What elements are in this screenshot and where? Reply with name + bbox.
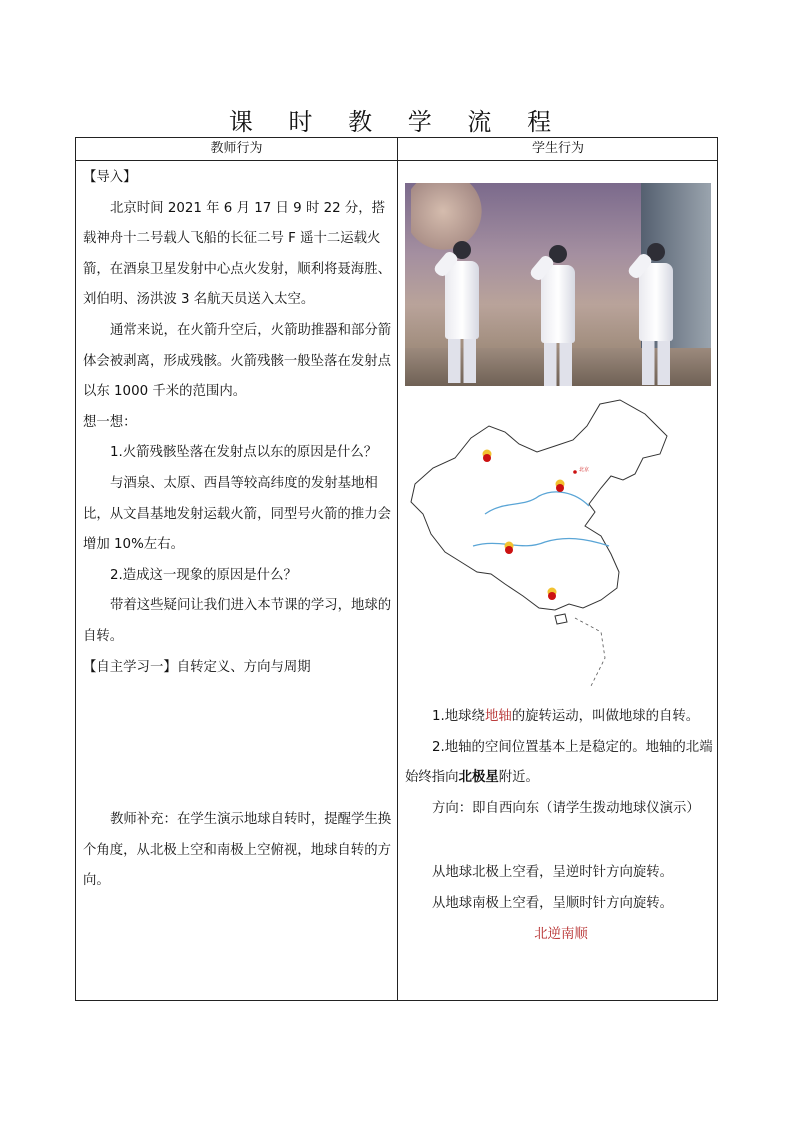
launch-base-paragraph: 与酒泉、太原、西昌等较高纬度的发射基地相比，从文昌基地发射运载火箭，同型号火箭的推力会增加 10%左右。 xyxy=(83,475,391,553)
beijing-marker xyxy=(573,466,589,474)
launch-site-taiyuan xyxy=(556,480,565,493)
south-pole-view: 从地球南极上空看，呈顺时针方向旋转。 xyxy=(432,895,674,911)
astronaut-figure xyxy=(445,241,479,383)
self-study-title: 自转定义、方向与周期 xyxy=(176,659,311,675)
astronauts-photo xyxy=(405,183,711,386)
debris-paragraph: 通常来说，在火箭升空后，火箭助推器和部分箭体会被剥离，形成残骸。火箭残骸一般坠落在发射点以东 1000 千米的范围内。 xyxy=(83,322,392,400)
summary-phrase: 北逆南顺 xyxy=(534,926,588,942)
question-2: 2.造成这一现象的原因是什么？ xyxy=(110,567,297,583)
header-teacher: 教师行为 xyxy=(210,141,263,156)
launch-site-xichang xyxy=(505,542,514,555)
transition-paragraph: 带着这些疑问让我们进入本节课的学习，地球的自转。 xyxy=(83,598,392,644)
self-study-heading xyxy=(83,653,395,684)
launch-site-jiuquan xyxy=(483,450,492,463)
student-column xyxy=(405,702,717,950)
map-outline xyxy=(411,400,667,610)
teacher-supplement: 教师补充：在学生演示地球自转时，提醒学生换个角度，从北极上空和南极上空俯视，地球自转的方向。 xyxy=(83,812,392,889)
lesson-flow-table xyxy=(75,137,718,1001)
sea-border xyxy=(575,618,605,686)
spacer xyxy=(405,824,717,858)
question-1: 1.火箭残骸坠落在发射点以东的原因是什么？ xyxy=(110,445,378,461)
intro-paragraph: 北京时间 2021 年 6 月 17 日 9 时 22 分，搭载神舟十二号载人飞船的长征二号 F 遥十二运载火箭，在酒泉卫星发射中心点火发射，顺利将聂海胜、刘伯明、汤洪波 3 名航天员送入太空。 xyxy=(83,200,391,308)
china-launch-sites-map xyxy=(405,396,711,696)
north-pole-view: 从地球北极上空看，呈逆时针方向旋转。 xyxy=(432,865,674,881)
astronaut-figure xyxy=(541,245,575,386)
spacer xyxy=(83,683,395,805)
yellow-river xyxy=(485,492,589,514)
launch-site-wenchang xyxy=(548,588,557,601)
self-study-label: 【自主学习一】 xyxy=(83,659,177,675)
rotation-direction: 方向：即自西向东（请学生拨动地球仪演示） xyxy=(432,800,700,816)
header-student: 学生行为 xyxy=(531,141,584,156)
think-label: 想一想： xyxy=(83,414,137,430)
column-divider xyxy=(397,138,398,1000)
astronaut-figure xyxy=(639,243,673,385)
beijing-label: 北京 xyxy=(579,467,590,473)
intro-heading: 【导入】 xyxy=(83,170,137,185)
rotation-definition: 1.地球绕地轴的旋转运动，叫做地球的自转。 xyxy=(432,709,700,724)
polaris-term: 北极星 xyxy=(458,770,499,786)
teacher-column xyxy=(83,163,395,897)
axis-direction: 2.地轴的空间位置基本上是稳定的。地轴的北端始终指向北极星附近。 xyxy=(405,739,713,786)
page-title: 课 时 教 学 流 程 xyxy=(228,108,566,136)
yangtze-river xyxy=(473,539,609,546)
hainan-island xyxy=(555,614,567,624)
earth-axis-term: 地轴 xyxy=(484,709,512,724)
